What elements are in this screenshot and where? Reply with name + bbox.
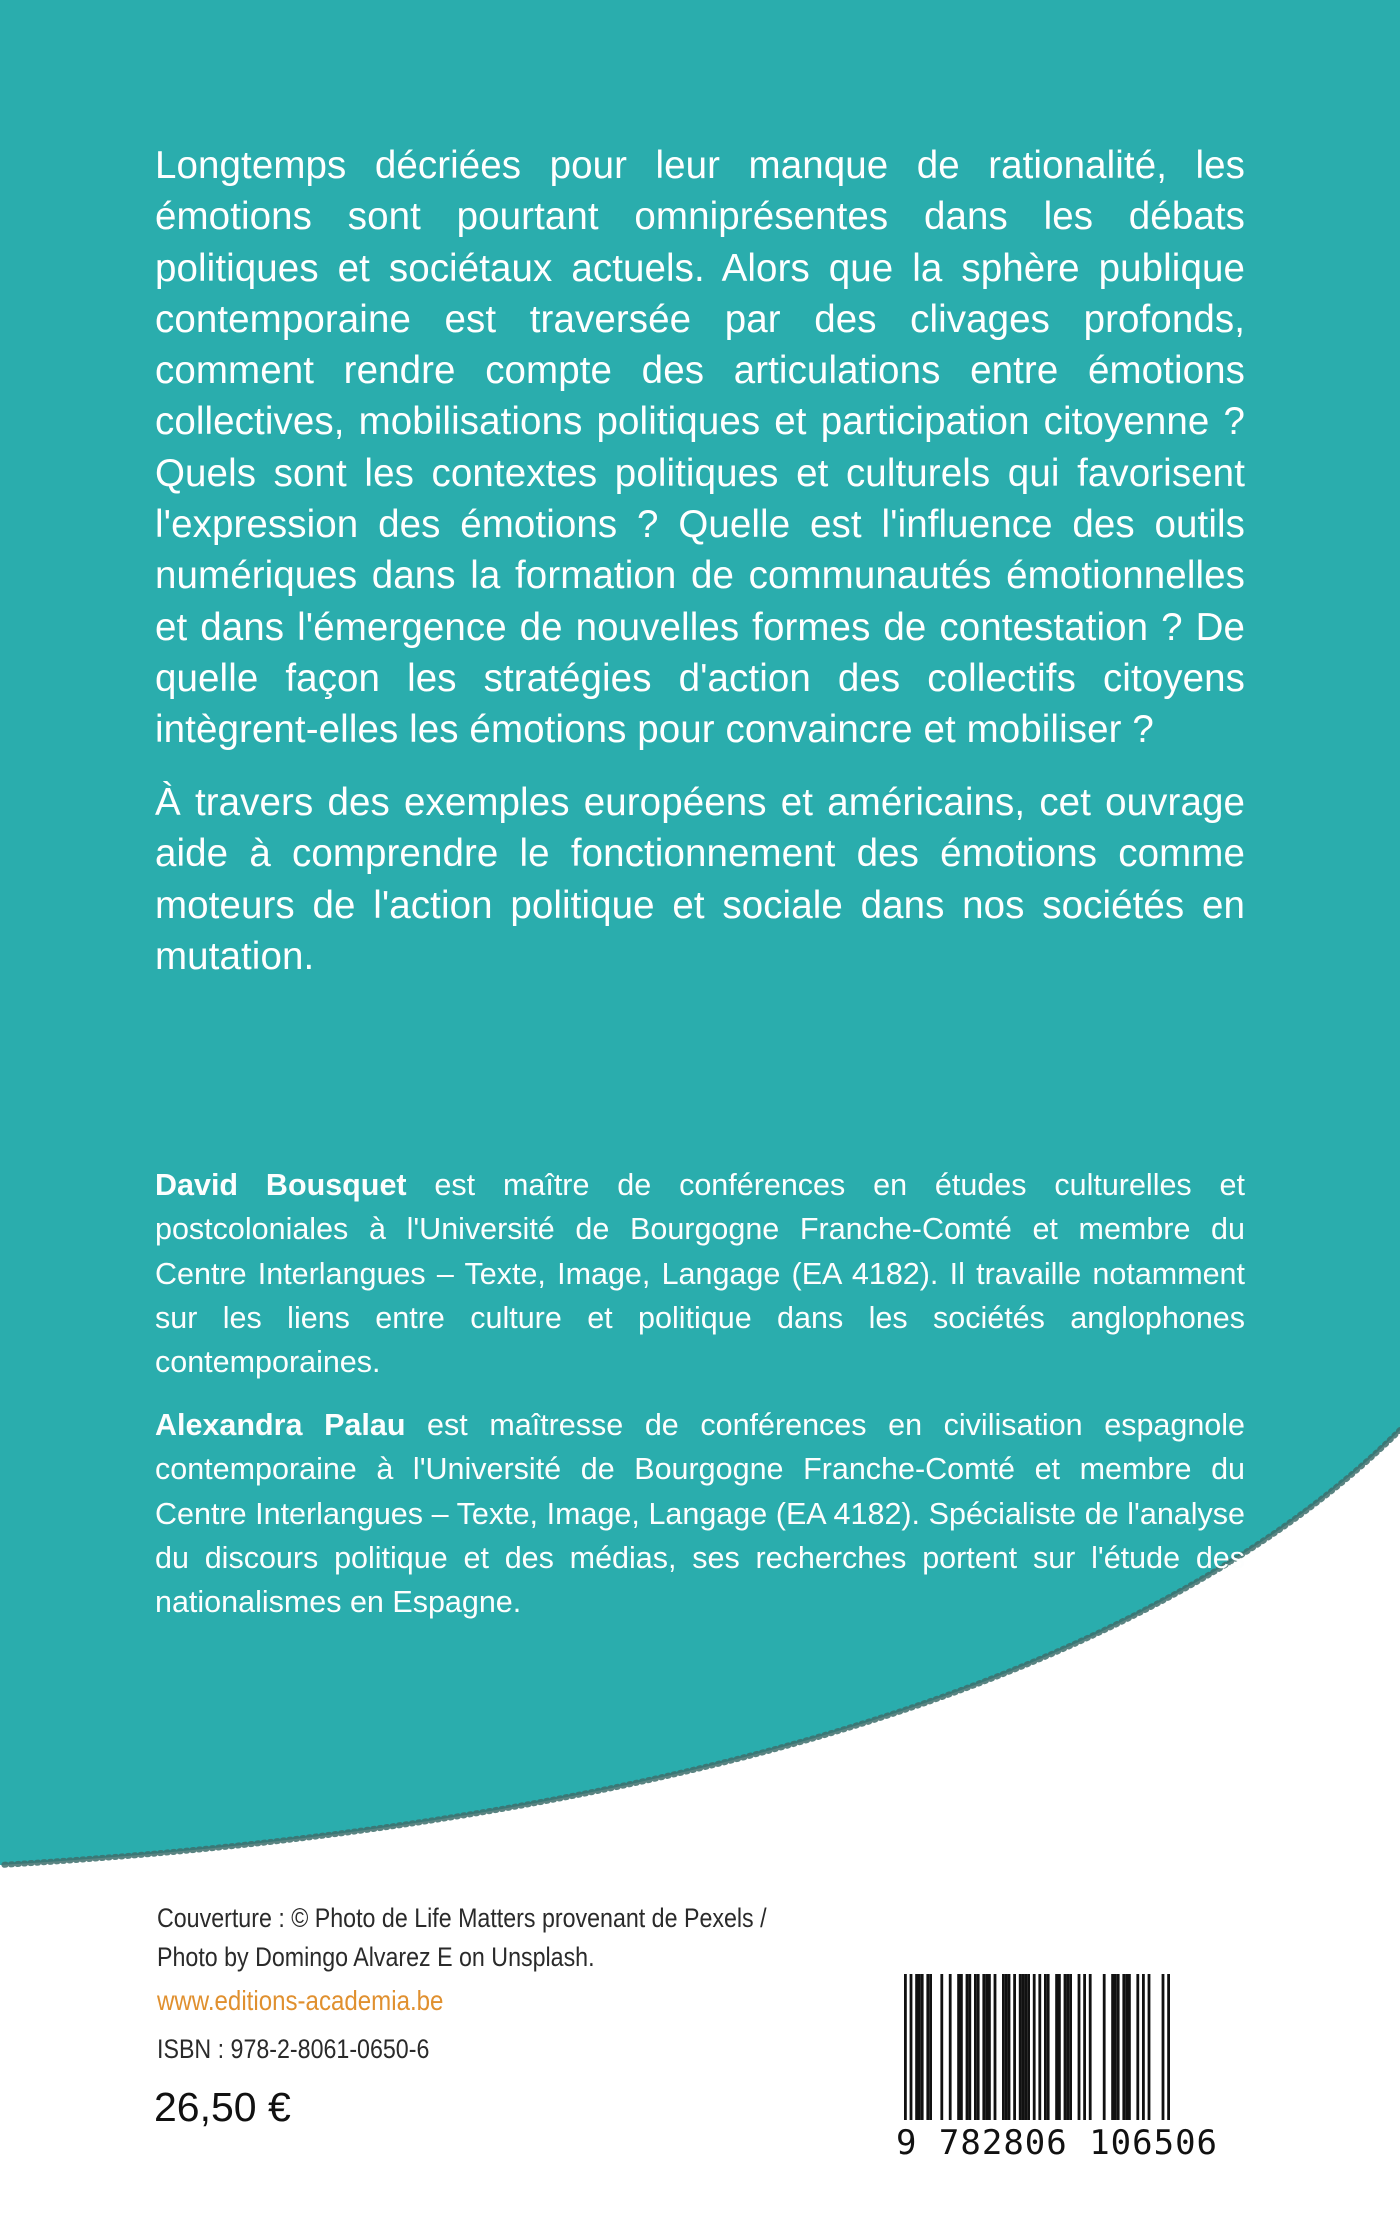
barcode-bar: [982, 1974, 985, 2120]
author-name-1: David Bousquet: [155, 1168, 407, 1202]
description-paragraph-1: Longtemps décriées pour leur manque de rationalité, les émotions sont pourtant omniprésentes dans les débats politiques et sociétaux actuels. Alors que la sphère publique contemporaine est traversée par des clivages profonds, comment rendre compte des articulations entre émotions collectives, mobilisations politiques et participation citoyenne ? Quels sont les contextes politiques et culturels qui favorisent l'expression des émotions ? Quelle est l'influence des outils numériques dans la formation de communautés émotionnelles et dans l'émergence de nouvelles formes de contestation ? De quelle façon les stratégies d'action des collectifs citoyens intègrent-elles les émotions pour convaincre et mobiliser ?: [155, 144, 1245, 752]
barcode-bar: [994, 1974, 997, 2120]
barcode-bar: [1002, 1974, 1005, 2120]
barcode-bar: [1103, 1974, 1106, 2120]
barcode-bar: [1064, 1974, 1067, 2120]
barcode-bar: [1005, 1974, 1008, 2120]
barcode-bar: [1078, 1974, 1081, 2120]
barcode-bar: [1128, 1974, 1131, 2120]
barcode-bar: [1136, 1974, 1139, 2120]
barcode-bar: [904, 1974, 907, 2120]
barcode-bar: [1111, 1974, 1114, 2120]
barcode-bar: [910, 1974, 913, 2120]
author-bio-text-2: est maîtresse de conférences en civilisation espagnole contemporaine à l'Université de Bourgogne Franche-Comté et membre du Centre Interlangues – Texte, Image, Langage (EA 4182). Spécialiste de l'analyse du discours politique et des médias, ses recherches portent sur l'étude des nationalismes en Espagne.: [155, 1408, 1245, 1620]
barcode-bar: [1008, 1974, 1011, 2120]
barcode-bar: [1142, 1974, 1145, 2120]
barcode-bar: [1122, 1974, 1125, 2120]
barcode-bar: [1148, 1974, 1151, 2120]
author-name-2: Alexandra Palau: [155, 1408, 406, 1442]
barcode-bar: [1055, 1974, 1058, 2120]
author-bio-1: [155, 1163, 1245, 1384]
barcode-bar: [1066, 1974, 1069, 2120]
barcode-bar: [915, 1974, 918, 2120]
barcode-bar: [918, 1974, 921, 2120]
barcode-bar: [1089, 1974, 1092, 2120]
barcode-bar: [929, 1974, 932, 2120]
cover-credit-line-1: Couverture : © Photo de Life Matters provenant de Pexels /: [157, 1903, 767, 1933]
publisher-website-link[interactable]: www.editions-academia.be: [157, 1985, 444, 2016]
barcode-bar: [1024, 1974, 1027, 2120]
barcode-bar: [988, 1974, 991, 2120]
barcode-bar: [1069, 1974, 1072, 2120]
author-bio-text-1: est maître de conférences en études culturelles et postcoloniales à l'Université de Bourgogne Franche-Comté et membre du Centre Interlangues – Texte, Image, Langage (EA 4182). Il travaille notamment sur les liens entre culture et politique dans les sociétés anglophones contemporaines.: [155, 1168, 1245, 1380]
price-label: 26,50 €: [154, 2084, 291, 2130]
barcode-bar: [1114, 1974, 1117, 2120]
barcode-number: 9 782806 106506: [895, 2123, 1219, 2160]
barcode-bar: [1047, 1974, 1050, 2120]
author-bio-2: [155, 1403, 1245, 1624]
barcode-bar: [1058, 1974, 1061, 2120]
barcode-bar: [1083, 1974, 1086, 2120]
barcode-bar: [957, 1974, 960, 2120]
isbn-label: ISBN : 978-2-8061-0650-6: [157, 2034, 430, 2064]
cover-credit-line-2: Photo by Domingo Alvarez E on Unsplash.: [157, 1942, 595, 1972]
barcode-bar: [1027, 1974, 1030, 2120]
barcode-bar: [985, 1974, 988, 2120]
barcode-bar: [1117, 1974, 1120, 2120]
barcode-bar: [1167, 1974, 1170, 2120]
barcode-bar: [968, 1974, 971, 2120]
barcode-bar: [1013, 1974, 1016, 2120]
barcode-bar: [1044, 1974, 1047, 2120]
description-paragraph-2: À travers des exemples européens et américains, cet ouvrage aide à comprendre le fonctionnement des émotions comme moteurs de l'action politique et sociale dans nos sociétés en mutation.: [155, 781, 1245, 978]
barcode-bar: [926, 1974, 929, 2120]
barcode: [892, 1968, 1222, 2160]
barcode-bar: [974, 1974, 977, 2120]
barcode-bar: [966, 1974, 969, 2120]
barcode-bar: [1125, 1974, 1128, 2120]
barcode-bar: [921, 1974, 924, 2120]
barcode-bar: [1019, 1974, 1022, 2120]
barcode-bar: [940, 1974, 943, 2120]
barcode-bar: [1038, 1974, 1041, 2120]
barcode-bar: [960, 1974, 963, 2120]
barcode-bar: [1022, 1974, 1025, 2120]
barcode-bar: [977, 1974, 980, 2120]
barcode-bar: [1162, 1974, 1165, 2120]
barcode-bar: [1033, 1974, 1036, 2120]
barcode-bar: [949, 1974, 952, 2120]
